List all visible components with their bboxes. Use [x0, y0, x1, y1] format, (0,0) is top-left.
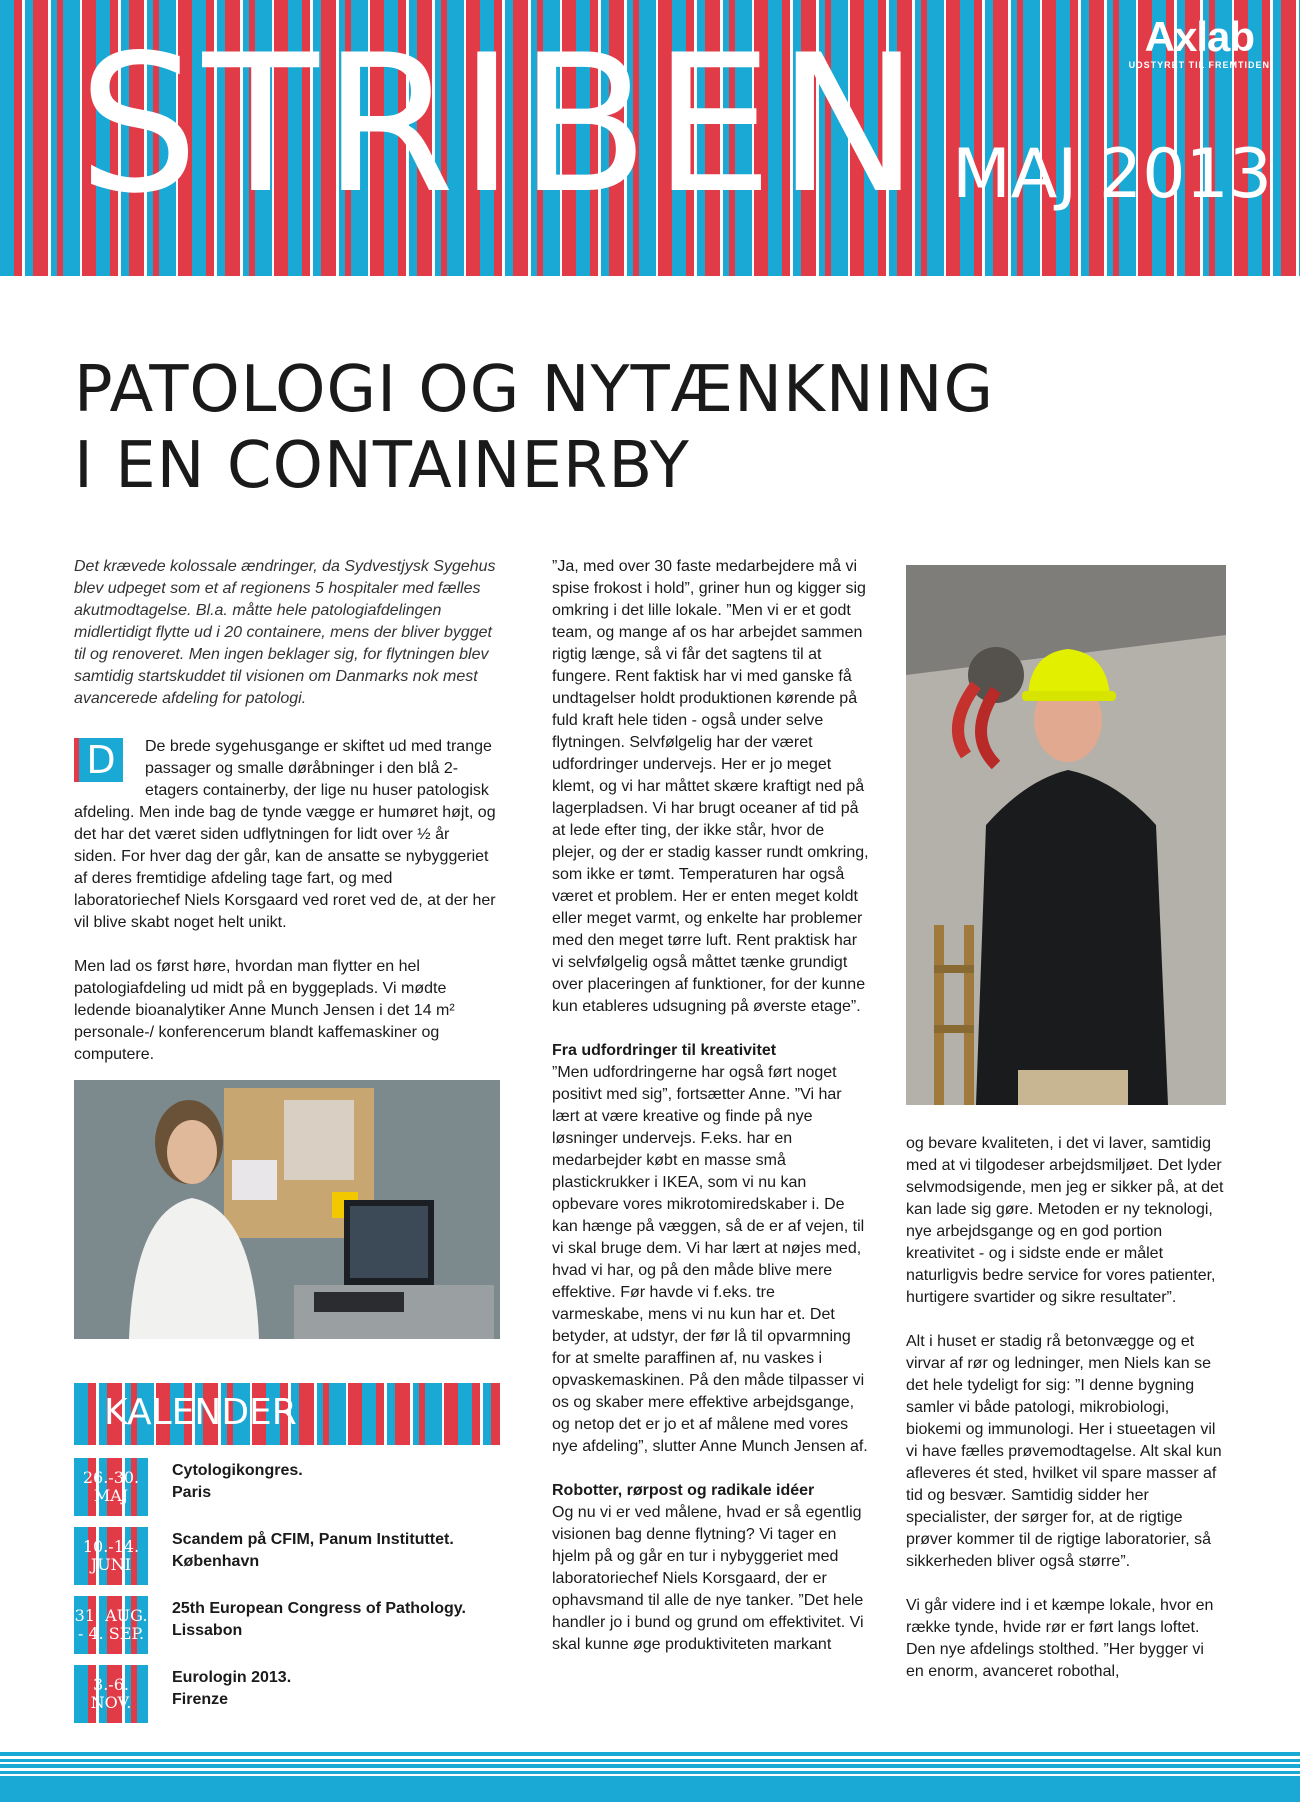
article-paragraph: og bevare kvaliteten, i det vi laver, samtidig med at vi tilgodeser arbejdsmiljøet. Det lyder selvmodsigende, men jeg er sikker på, at det kan lade sig gøre. Metoden er ny teknologi, nye arbejdsgange og en god portion kreativitet - og i sidste ende er målet naturligvis bedre service for vores patienter, hurtigere svartider og sikre resultater”. [906, 1135, 1224, 1306]
article-column-3 [906, 1133, 1224, 1705]
calendar-event-title: Eurologin 2013. [172, 1669, 292, 1686]
calendar-event-text [172, 1460, 303, 1504]
footer-stripes [0, 1752, 1300, 1802]
date-line: 31. AUG. [74, 1606, 148, 1625]
headline-line-1: PATOLOGI OG NYTÆNKNING [74, 353, 995, 427]
date-line: 10.-14. [82, 1537, 140, 1556]
article-paragraph: Og nu vi er ved målene, hvad er så egentlig visionen bag denne flytning? Vi tager en hjelm på og går en tur i nybyggeriet med laboratoriechef Niels Korsgaard, der er ophavsmand til alle de nye tanker. ”Det hele handler jo i bund og grund om effektivitet. Vi skal kunne øge produktiviteten markant [552, 1504, 864, 1653]
axlab-logo [1128, 13, 1270, 70]
calendar-event-place: København [172, 1553, 260, 1570]
logo-name: Axlab [1144, 13, 1255, 60]
photo-lab-manager-illustration [906, 565, 1226, 1105]
calendar-event-title: 25th European Congress of Pathology. [172, 1600, 466, 1617]
date-line: 3.-6. [93, 1675, 129, 1694]
article-paragraph: Alt i huset er stadig rå betonvægge og et virvar af rør og ledninger, men Niels kan se det hele tydeligt for sig: ”I denne bygning samler vi både patologi, mikrobiologi, biokemi og immunologi. Her i stueetagen vil vi have fælles prøvemodtagelse. Alt skal kun afleveres ét sted, hvilket vil spare masser af tid og besvær. Samtidig sidder her specialister, der sørger for, at de rigtige prøver kommer til de rigtige laboratorier, så sikkerheden bliver også større”. [906, 1333, 1222, 1570]
article-subheading: Fra udfordringer til kreativitet [552, 1042, 777, 1059]
article-column-2 [552, 556, 870, 1678]
calendar-event-title: Cytologikongres. [172, 1462, 303, 1479]
drop-cap: D [74, 738, 123, 782]
article-lead: Det krævede kolossale ændringer, da Sydvestjysk Sygehus blev udpeget som et af regionens 5 hospitaler med fælles akutmodtagelse. Bl.a. måtte hele patologiafdelingen midlertidigt flytte ud i 20 containere, mens der bliver bygget til og renoveret. Men ingen beklager sig, for flytningen blev samtidig startskuddet til visionen om Danmarks nok mest avancerede afdeling for patologi. [74, 558, 496, 707]
date-line: - 4. SEP. [77, 1624, 145, 1643]
headline-line-2: I EN CONTAINERBY [74, 429, 690, 503]
date-line: JUNI [90, 1555, 132, 1574]
article-paragraph: ”Men udfordringerne har også ført noget positivt med sig”, fortsætter Anne. ”Vi har lært at være kreative og finde på nye løsninger undervejs. F.eks. har en medarbejder købt en masse små plastickrukker i IKEA, som vi nu kan opbevare vores mikrotomiredskaber i. De kan hænge på væggen, så de er af vejen, til vi skal bruge dem. Vi har lært at nøjes med, hvad vi har, og på den måde blive mere effektive. Før havde vi f.eks. tre varmeskabe, mens vi nu kun har et. Det betyder, at udstyr, der før lå til opvarmning for at smelte paraffinen af, nu vaskes i opvaskemaskinen. På den måde tilpasser vi os og skaber mere effektive arbejdsgange, og netop det er jo et af målene med vores nye afdeling”, slutter Anne Munch Jensen af. [552, 1064, 868, 1455]
date-line: MAJ [93, 1486, 129, 1505]
photo-lab-technician [74, 1080, 500, 1339]
masthead [0, 0, 1300, 276]
calendar-event-place: Firenze [172, 1691, 229, 1708]
article-paragraph: De brede sygehusgange er skiftet ud med trange passager og smalle døråbninger i den blå 2-etagers containerby, der lige nu huser patologisk afdeling. Men inde bag de tynde vægge er humøret højt, og det har det været siden udflytningen for lidt over ½ år siden. For hver dag der går, kan de ansatte se nybyggeriet af deres fremtidige afdeling tage fart, og med laboratoriechef Niels Korsgaard ved roret ved de, at der her vil blive skabt noget helt unikt. [74, 738, 496, 931]
calendar-event-place: Paris [172, 1484, 212, 1501]
calendar-event-date [74, 1527, 148, 1585]
calendar-event-title: Scandem på CFIM, Panum Instituttet. [172, 1531, 454, 1548]
calendar-event [74, 1596, 500, 1654]
calendar-header [74, 1383, 500, 1445]
calendar-event [74, 1665, 500, 1723]
calendar-event [74, 1458, 500, 1516]
article-headline [74, 352, 1254, 504]
article-column-1 [74, 556, 496, 1088]
calendar-event-place: Lissabon [172, 1622, 243, 1639]
calendar-event-text [172, 1529, 454, 1573]
issue-date: MAJ 2013 [952, 135, 1272, 214]
date-line: 26.-30. [82, 1468, 140, 1487]
logo-tagline: UDSTYRET TIL FREMTIDEN [1128, 60, 1270, 70]
article-paragraph: ”Ja, med over 30 faste medarbejdere må vi spise frokost i hold”, griner hun og kigger sig omkring i det lille lokale. ”Men vi er et godt team, og mange af os har arbejdet sammen rigtig længe, så vi får det sagtens til at fungere. Rent faktisk har vi med ganske få undtagelser holdt produktionen kørende på fuld kraft hele tiden - også under selve flytningen. Selvfølgelig har der været udfordringer undervejs. Her er jo meget klemt, og vi har måttet skære kraftigt ned på lagerpladsen. Vi har brugt oceaner af tid på at lede efter ting, der ikke står, hvor de plejer, og der er stadig kasser rundt omkring, som ikke er tømt. Temperaturen har også været et problem. Her er enten meget koldt eller meget varmt, og enkelte har problemer med den meget tørre luft. Rent praktisk har vi selvfølgelig også måttet tænke grundigt over placeringen af funktioner, for der kunne kun etableres udsugning på øverste etage”. [552, 558, 869, 1015]
photo-lab-manager [906, 565, 1226, 1105]
calendar-event-date [74, 1665, 148, 1723]
calendar-event-date [74, 1596, 148, 1654]
article-paragraph: Vi går videre ind i et kæmpe lokale, hvor en række tynde, hvide rør er ført langs loftet. Den nye afdelings stolthed. ”Her bygger vi en enorm, avanceret robothal, [906, 1597, 1214, 1680]
article-paragraph: Men lad os først høre, hvordan man flytter en hel patologiafdeling ud midt på en byggeplads. Vi mødte ledende bioanalytiker Anne Munch Jensen i det 14 m² personale-/ konferencerum blandt kaffemaskiner og computere. [74, 958, 455, 1063]
calendar-title: KALENDER [104, 1392, 297, 1433]
calendar-event-date [74, 1458, 148, 1516]
calendar-event-text [172, 1598, 466, 1642]
newsletter-title: STRIBEN [78, 14, 924, 235]
date-line: NOV. [90, 1693, 132, 1712]
photo-lab-technician-illustration [74, 1080, 500, 1339]
calendar-event [74, 1527, 500, 1585]
calendar-event-text [172, 1667, 291, 1711]
article-subheading: Robotter, rørpost og radikale idéer [552, 1482, 815, 1499]
